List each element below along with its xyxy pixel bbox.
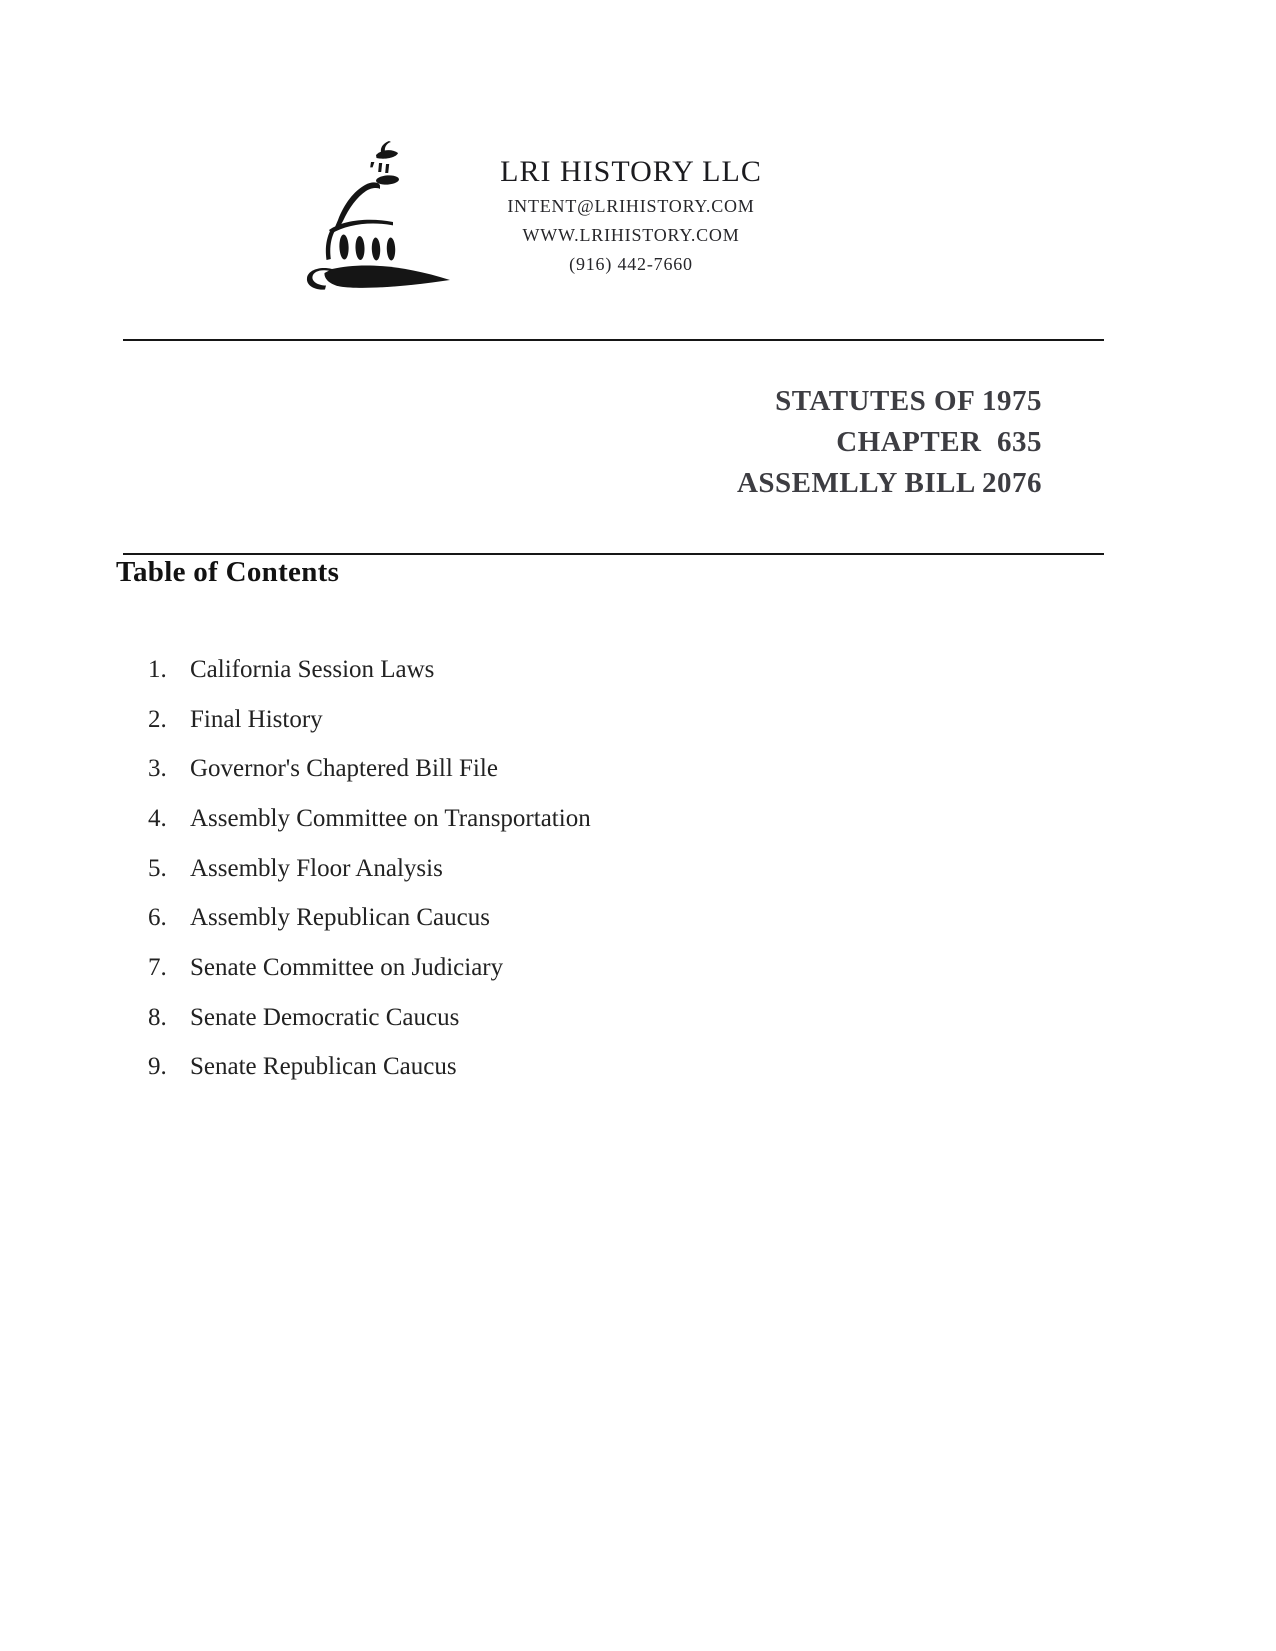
- email-address: INTENT@LRIHISTORY.COM: [507, 196, 755, 216]
- toc-item-number: 2.: [148, 705, 167, 733]
- toc-item-label: Final History: [190, 705, 323, 733]
- toc-item: [148, 645, 848, 695]
- document-title: [737, 381, 1042, 504]
- website-url: WWW.LRIHISTORY.COM: [522, 225, 740, 245]
- toc-item-label: Assembly Committee on Transportation: [190, 804, 591, 832]
- toc-item-number: 8.: [148, 1003, 167, 1031]
- toc-item: [148, 844, 848, 894]
- toc-item: [148, 993, 848, 1043]
- toc-item: [148, 943, 848, 993]
- toc-heading: Table of Contents: [116, 556, 340, 588]
- toc-item-label: Assembly Floor Analysis: [190, 854, 443, 882]
- toc-item: [148, 695, 848, 745]
- title-bill-line: ASSEMLLY BILL 2076: [736, 467, 1042, 499]
- toc-item: [148, 1043, 848, 1093]
- title-statutes-line: STATUTES OF 1975: [775, 385, 1042, 417]
- title-chapter-line: CHAPTER 635: [836, 426, 1042, 458]
- toc-item-number: 1.: [148, 655, 167, 683]
- divider-bottom: [123, 553, 1104, 555]
- toc-item-number: 3.: [148, 755, 167, 783]
- toc-item-label: Senate Committee on Judiciary: [190, 953, 504, 981]
- company-name: LRI HISTORY LLC: [500, 155, 762, 188]
- toc-item-label: Governor's Chaptered Bill File: [190, 755, 498, 783]
- toc-item: [148, 794, 848, 844]
- toc-item: [148, 893, 848, 943]
- divider-top: [123, 339, 1104, 341]
- toc-item-number: 7.: [148, 953, 167, 981]
- letterhead: [428, 152, 834, 279]
- toc-item-number: 9.: [148, 1053, 167, 1081]
- phone-number: (916) 442-7660: [569, 254, 693, 274]
- toc-item-number: 6.: [148, 904, 167, 932]
- toc-item-label: Senate Democratic Caucus: [190, 1003, 460, 1031]
- toc-item-number: 4.: [148, 804, 167, 832]
- toc-item: [148, 744, 848, 794]
- toc-item-number: 5.: [148, 854, 167, 882]
- toc-list: [148, 645, 848, 1092]
- toc-item-label: Assembly Republican Caucus: [190, 904, 490, 932]
- toc-item-label: Senate Republican Caucus: [190, 1053, 457, 1081]
- toc-item-label: California Session Laws: [190, 655, 435, 683]
